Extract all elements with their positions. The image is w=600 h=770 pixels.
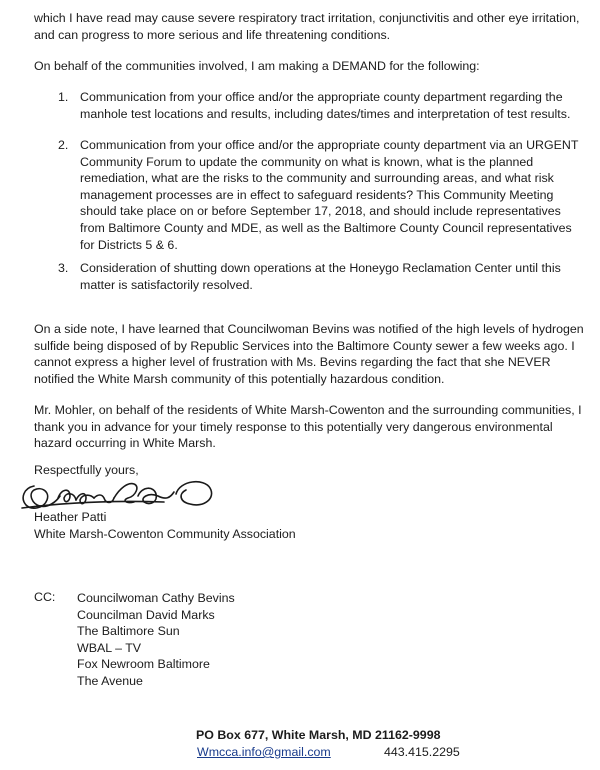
item-text: Communication from your office and/or the appropriate county department via an URGENT Community Forum to update the community on what is known, what is the planned remediation, what are the risks to the community and surrounding areas, and what risk management processes are in effect to safeguard residents? This Community Meeting should take place on or before September 17, 2018, and should include representatives from Baltimore County and MDE, as well as the Baltimore County Council representatives for Districts 5 & 6. — [80, 138, 579, 252]
signer-organization: White Marsh-Cowenton Community Association — [34, 527, 296, 541]
intro-paragraph: which I have read may cause severe respiratory tract irritation, conjunctivitis and other eye irritation, and can progress to more serious and life threatening conditions. — [34, 11, 580, 42]
item-text: Communication from your office and/or the appropriate county department regarding the manhole test locations and results, including dates/times and interpretation of test results. — [80, 90, 571, 121]
cc-label: CC: — [34, 590, 56, 604]
cc-recipient: Councilwoman Cathy Bevins — [77, 591, 235, 605]
item-number: 3. — [58, 261, 69, 275]
closing-salutation: Respectfully yours, — [34, 463, 139, 477]
footer-email-link[interactable]: Wmcca.info@gmail.com — [197, 745, 331, 759]
item-number: 2. — [58, 138, 69, 152]
cc-recipient: Councilman David Marks — [77, 607, 215, 622]
item-number: 1. — [58, 90, 69, 104]
footer-address: PO Box 677, White Marsh, MD 21162-9998 — [196, 728, 441, 742]
cc-recipient: The Baltimore Sun — [77, 624, 180, 639]
signer-name: Heather Patti — [34, 510, 107, 524]
cc-recipient: The Avenue — [77, 673, 143, 688]
demand-paragraph: On behalf of the communities involved, I am making a DEMAND for the following: — [34, 59, 480, 73]
cc-recipient: Fox Newroom Baltimore — [77, 657, 210, 672]
item-text: Consideration of shutting down operations at the Honeygo Reclamation Center until this matter is satisfactorily resolved. — [80, 261, 561, 292]
footer-phone: 443.415.2295 — [384, 745, 460, 759]
side-note-paragraph: On a side note, I have learned that Councilwoman Bevins was notified of the high levels of hydrogen sulfide being disposed of by Republic Services into the Baltimore County sewer a few weeks ago. I cannot express a higher level of frustration with Ms. Bevins regarding the fact that she NEVER notified the White Marsh community of this potentially hazardous condition. — [34, 322, 584, 386]
cc-recipient: WBAL – TV — [77, 640, 142, 655]
closing-paragraph: Mr. Mohler, on behalf of the residents of White Marsh-Cowenton and the surrounding communities, I thank you in advance for your timely response to this potentially very dangerous environmental hazard occurring in White Marsh. — [34, 403, 582, 451]
cc-list — [77, 590, 235, 690]
